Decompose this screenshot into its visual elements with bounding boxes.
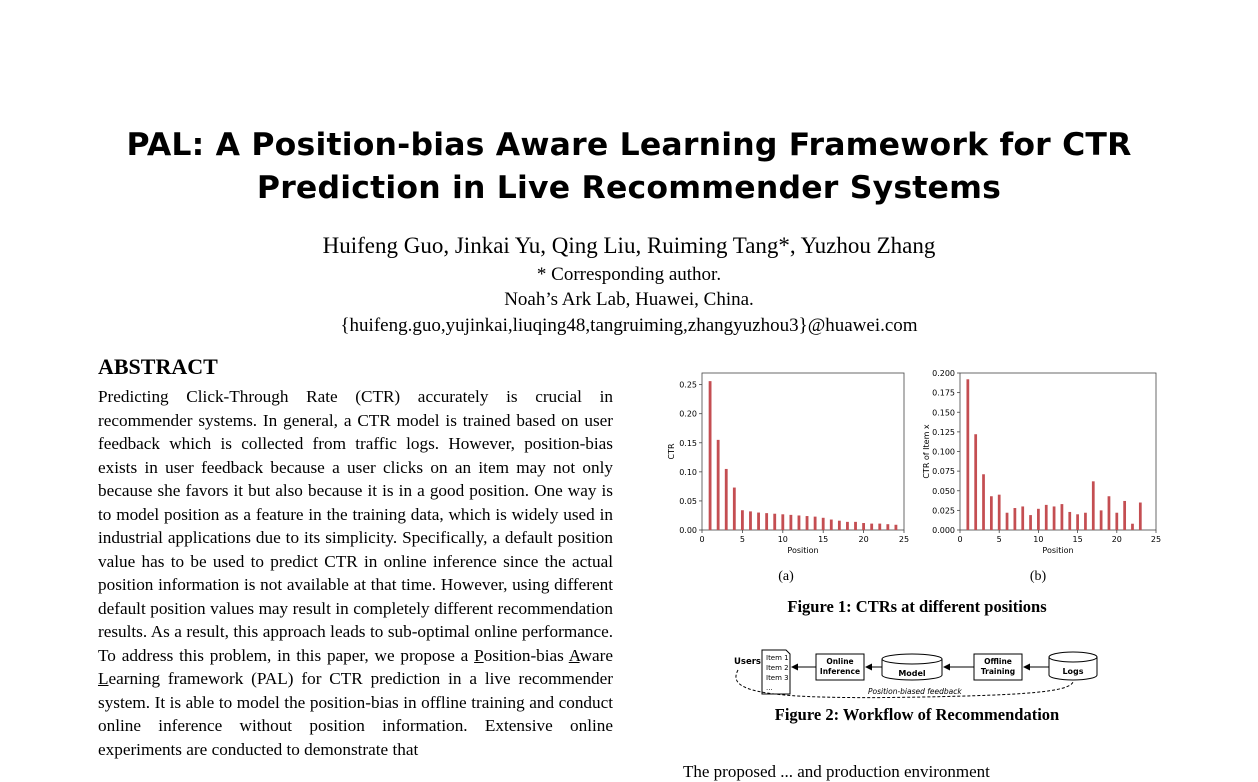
- y-tick-label: 0.025: [932, 506, 955, 516]
- bar: [749, 511, 752, 530]
- bar: [1108, 496, 1111, 530]
- x-axis-label: Position: [1042, 546, 1074, 555]
- right-column-fragment: The proposed ... and production environment: [683, 762, 990, 781]
- item-3: Item 3: [766, 674, 789, 682]
- online-inference-label-2: Inference: [819, 667, 861, 676]
- plot-frame: [702, 373, 904, 530]
- bar: [830, 520, 833, 530]
- bar: [773, 514, 776, 530]
- bar: [998, 495, 1001, 530]
- bar: [1131, 524, 1134, 530]
- bar: [789, 515, 792, 530]
- offline-training-label-1: Offline: [984, 657, 1012, 666]
- bar: [1006, 513, 1009, 530]
- bar: [846, 522, 849, 530]
- logs-label: Logs: [1062, 667, 1084, 676]
- figure-1-caption: Figure 1: CTRs at different positions: [787, 597, 1047, 616]
- bar: [982, 474, 985, 530]
- abstract-letter-p: P: [474, 645, 484, 665]
- feedback-label: Position-biased feedback: [868, 687, 962, 696]
- abstract-text-2: osition-bias: [483, 645, 569, 665]
- x-tick-label: 20: [1111, 535, 1122, 544]
- x-tick-label: 25: [1150, 535, 1162, 544]
- online-inference-label-1: Online: [826, 657, 854, 666]
- bar: [798, 515, 801, 530]
- model-cylinder-top: [882, 654, 942, 664]
- bar: [725, 469, 728, 530]
- x-tick-label: 15: [1072, 535, 1083, 544]
- bar: [781, 514, 784, 530]
- bar: [838, 521, 841, 530]
- x-tick-label: 0: [957, 535, 963, 544]
- bar: [1045, 505, 1048, 530]
- y-tick-label: 0.150: [932, 408, 955, 418]
- x-tick-label: 10: [777, 535, 788, 544]
- x-tick-label: 5: [996, 535, 1002, 544]
- bar: [733, 488, 736, 530]
- item-1: Item 1: [766, 654, 789, 662]
- abstract-body: [98, 385, 613, 761]
- bar: [862, 523, 865, 530]
- paper-title: [0, 124, 1258, 210]
- bar: [1053, 506, 1056, 530]
- abstract-text-1: Predicting Click-Through Rate (CTR) accurately is crucial in recommender systems. In general, a CTR model is trained based on user feedback which is collected from traffic logs. However, position-bias exists in user feedback because a user clicks on an item may not only because she favors it but also because it is in a good position. One way is to model position as a feature in the training data, which is widely used in industrial applications due to its simplicity. Specifically, a default position value has to be used to predict CTR in online inference since the actual position information is not available at that time. However, using different default position values may result in completely different recommendation results. As a result, this approach leads to sub-optimal online performance. To address this problem, in this paper, we propose a: [98, 387, 613, 665]
- bar: [806, 516, 809, 530]
- authors: Huifeng Guo, Jinkai Yu, Qing Liu, Ruiming Tang*, Yuzhou Zhang: [322, 233, 936, 258]
- ctr-chart-a: [660, 364, 920, 560]
- bar: [1068, 512, 1071, 530]
- y-tick-label: 0.100: [932, 447, 955, 457]
- x-tick-label: 5: [739, 535, 745, 544]
- bar: [990, 496, 993, 530]
- abstract-letter-a: A: [568, 645, 580, 665]
- bar: [1076, 514, 1079, 530]
- x-tick-label: 20: [858, 535, 869, 544]
- y-tick-label: 0.000: [932, 526, 955, 535]
- figure-2-caption: Figure 2: Workflow of Recommendation: [774, 705, 1060, 724]
- x-tick-label: 15: [818, 535, 829, 544]
- y-tick-label: 0.25: [679, 380, 697, 390]
- y-tick-label: 0.00: [679, 526, 697, 535]
- abstract-text-4: earning framework (PAL) for CTR prediction in a live recommender system. It is able to model the position-bias in offline training and conduct online inference without position information. Extensive online experiments are conducted to demonstrate that: [98, 669, 613, 759]
- bar: [974, 434, 977, 530]
- y-tick-label: 0.200: [932, 369, 955, 378]
- subfigure-a-label: (a): [778, 569, 794, 584]
- subfigure-b-label: (b): [1029, 569, 1047, 584]
- bar: [966, 379, 969, 530]
- corresponding-note: * Corresponding author.: [536, 264, 722, 285]
- bar: [741, 510, 744, 530]
- bar: [878, 524, 881, 530]
- item-more: ...: [766, 684, 773, 692]
- workflow-diagram: [724, 642, 1114, 704]
- bar: [1014, 508, 1017, 530]
- x-tick-label: 0: [699, 535, 705, 544]
- bar: [1021, 506, 1024, 530]
- abstract-letter-l: L: [98, 669, 109, 688]
- y-axis-label: CTR: [667, 443, 676, 460]
- bar: [717, 440, 720, 530]
- item-2: Item 2: [766, 664, 789, 672]
- y-tick-label: 0.10: [679, 467, 697, 477]
- bar: [1123, 501, 1126, 530]
- logs-cylinder-top: [1049, 652, 1097, 662]
- abstract-text-3: ware: [579, 645, 613, 665]
- bar: [854, 522, 857, 530]
- offline-training-label-2: Training: [980, 667, 1016, 676]
- y-tick-label: 0.20: [679, 409, 697, 419]
- ctr-chart-b: [912, 364, 1172, 560]
- bar: [765, 513, 768, 530]
- bar: [1092, 481, 1095, 530]
- y-axis-label: CTR of Item x: [922, 424, 931, 479]
- bar: [886, 524, 889, 530]
- y-tick-label: 0.075: [932, 467, 955, 477]
- x-tick-label: 10: [1033, 535, 1044, 544]
- model-label: Model: [898, 669, 926, 678]
- bar: [814, 517, 817, 530]
- bar: [1029, 515, 1032, 530]
- y-tick-label: 0.125: [932, 427, 955, 437]
- title-line-1: PAL: A Position-bias Aware Learning Framework for CTR: [126, 127, 1132, 163]
- bar: [870, 524, 873, 530]
- bar: [895, 525, 898, 530]
- bar: [822, 518, 825, 530]
- affiliation: Noah’s Ark Lab, Huawei, China.: [504, 289, 754, 310]
- bar: [1139, 503, 1142, 530]
- bar: [1037, 509, 1040, 530]
- bar: [1061, 504, 1064, 530]
- bar: [757, 513, 760, 530]
- y-tick-label: 0.05: [679, 496, 697, 506]
- bar: [1115, 513, 1118, 530]
- abstract-heading: ABSTRACT: [98, 354, 218, 379]
- y-tick-label: 0.050: [932, 486, 955, 496]
- y-tick-label: 0.15: [679, 438, 697, 448]
- author-emails: {huifeng.guo,yujinkai,liuqing48,tangruiming,zhangyuzhou3}@huawei.com: [340, 315, 918, 336]
- title-line-2: Prediction in Live Recommender Systems: [256, 170, 1002, 206]
- x-axis-label: Position: [787, 546, 819, 555]
- y-tick-label: 0.175: [932, 388, 955, 398]
- x-tick-label: 25: [898, 535, 910, 544]
- bar: [709, 381, 712, 530]
- bar: [1100, 510, 1103, 530]
- plot-frame: [960, 373, 1156, 530]
- bar: [1084, 513, 1087, 530]
- users-label: Users: [734, 657, 761, 667]
